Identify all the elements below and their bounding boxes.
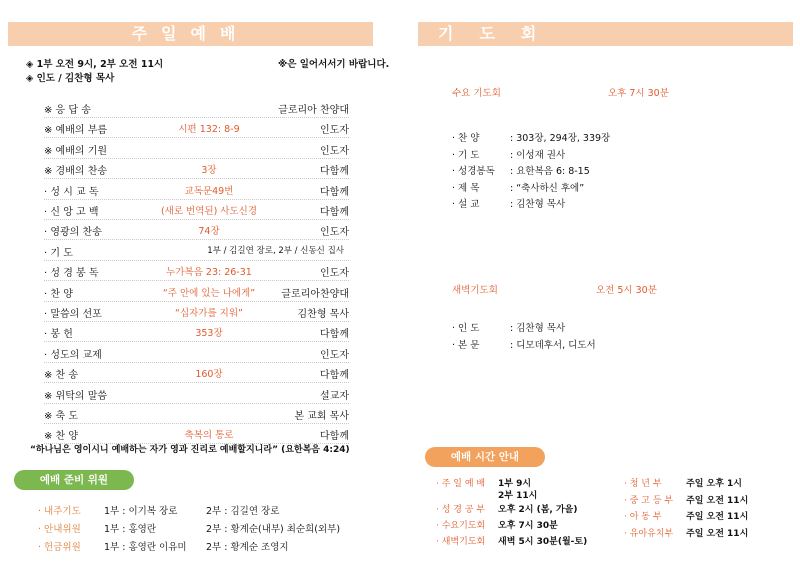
order-item-name: · 신 앙 고 백 [44,207,99,218]
committee-role: · 헌금위원 [38,542,81,553]
order-item-leader: 본 교회 목사 [294,411,349,422]
order-item-leader: 글로리아찬양대 [281,288,349,300]
order-item-leader: 인도자 [320,349,349,361]
order-row [44,139,349,159]
order-row [44,200,349,220]
order-row [44,118,349,138]
schedule-value: 오후 2시 (봄, 가을) [498,505,578,515]
order-row [44,404,349,424]
order-item-detail: 74장 [198,226,220,238]
order-item-detail: 시편 132: 8-9 [178,124,240,136]
order-item-leader: 다함께 [320,329,349,341]
order-item-name: · 성도의 교제 [44,349,102,361]
order-row [44,363,349,383]
order-item-name: · 말씀의 선포 [44,309,102,320]
order-row [44,343,349,363]
schedule-title: 예배 시간 안내 [425,447,545,467]
schedule-value: 오후 7시 30분 [498,521,558,531]
standing-note: ※은 일어서서기 바랍니다. [278,59,390,70]
wed-prayer-time: 오후 7시 30분 [608,88,669,99]
wed-item-value: : 김찬형 목사 [510,199,566,210]
wed-item-key: · 제 목 [452,182,480,194]
order-item-leader: 인도자 [320,268,349,280]
order-item-detail: 3장 [201,165,217,177]
wed-item-value: : 303장, 294장, 339장 [510,133,611,144]
order-row [44,180,349,200]
order-item-detail: 축복의 통로 [184,430,234,442]
schedule-value: 2부 11시 [498,491,538,501]
order-item-leader: 다함께 [320,370,349,382]
order-item-name: · 봉 헌 [44,329,73,341]
wed-item-value: : 이성재 권사 [510,149,566,161]
leader-line: ◈ 인도 / 김찬형 목사 [26,73,115,84]
schedule-value: 1부 9시 [498,479,532,489]
schedule-key: · 중 고 등 부 [624,495,674,506]
order-item-detail: (새로 번역된) 사도신경 [160,206,258,217]
bible-verse: “하나님은 영이시니 예배하는 자가 영과 진리로 예배할지니라” (요한복음 4:24) [30,445,350,455]
committee-part1: 1부 : 이기복 장로 [104,506,178,517]
schedule-value: 주일 오전 11시 [686,528,749,539]
schedule-key: · 주 일 예 배 [436,479,486,489]
order-item-detail: 누가복음 23: 26-31 [166,267,252,279]
schedule-key: · 새벽기도회 [436,537,486,547]
dawn-item-key: · 본 문 [452,340,480,351]
wed-item-key: · 설 교 [452,199,480,210]
order-item-detail: 353장 [195,328,223,340]
order-item-detail: 160장 [195,369,223,381]
dawn-item-value: : 김찬형 목사 [510,323,566,334]
schedule-key: · 아 동 부 [624,512,662,522]
committee-part2: 2부 : 김길연 장로 [206,506,280,517]
order-item-name: · 영광의 찬송 [44,227,102,239]
committee-part2: 2부 : 황계순 조영지 [206,542,289,553]
order-item-leader: 다함께 [320,166,349,178]
order-item-name: ※ 경배의 찬송 [44,166,108,178]
order-row [44,98,349,118]
committee-role: · 내주기도 [38,506,81,517]
order-item-name: · 성 경 봉 독 [44,268,99,280]
order-item-name: · 기 도 [44,247,73,259]
schedule-value: 새벽 5시 30분(월-토) [498,537,588,547]
schedule-value: 주일 오전 11시 [686,495,749,506]
order-row [44,282,349,302]
committee-role: · 안내위원 [38,524,81,535]
order-item-leader: 다함께 [320,207,349,218]
order-row [44,159,349,179]
order-row [44,302,349,322]
order-item-leader: 다함께 [320,431,349,443]
order-item-leader: 인도자 [320,145,349,157]
schedule-key: · 수요기도회 [436,521,486,531]
order-row [44,220,349,240]
committee-part1: 1부 : 홍영란 이유미 [104,542,187,553]
service-times: ◈ 1부 오전 9시, 2부 오전 11시 [26,59,164,70]
wed-item-key: · 찬 양 [452,133,480,144]
order-item-leader: 김찬형 목사 [297,309,349,320]
order-item-leader: 설교자 [320,390,349,402]
order-row [44,384,349,404]
wed-item-key: · 기 도 [452,149,480,161]
dawn-prayer-time: 오전 5시 30분 [596,285,657,296]
order-item-name: ※ 예배의 기원 [44,145,108,157]
order-item-leader: 인도자 [320,125,349,137]
dawn-prayer-title: 새벽기도회 [452,285,498,296]
order-item-name: ※ 위탁의 말씀 [44,390,108,402]
committee-title: 예배 준비 위원 [14,470,134,490]
order-item-detail: “십자가를 지워” [175,308,243,319]
order-row [44,261,349,281]
order-item-detail: 교독문49번 [184,185,234,197]
prayer-header: 기도회 [418,22,793,46]
order-item-name: ※ 응 답 송 [44,105,91,116]
order-item-name: ※ 찬 송 [44,370,79,382]
order-item-name: ※ 축 도 [44,411,79,422]
dawn-item-key: · 인 도 [452,323,480,334]
order-row [44,241,349,261]
order-item-detail: 1부 / 김길연 장로, 2부 / 신동신 집사 [207,245,344,256]
order-item-name: · 성 시 교 독 [44,186,99,198]
committee-part2: 2부 : 황계순(내부) 최순희(외부) [206,524,341,535]
order-item-name: · 찬 양 [44,288,73,300]
order-item-name: ※ 예배의 부름 [44,125,108,137]
schedule-value: 주일 오후 1시 [686,479,742,489]
committee-part1: 1부 : 홍영란 [104,524,156,535]
wed-prayer-title: 수요 기도회 [452,88,501,99]
schedule-value: 주일 오전 11시 [686,512,749,522]
order-item-detail: “주 안에 있는 나에게” [162,287,256,299]
order-row [44,322,349,342]
schedule-key: · 성 경 공 부 [436,505,486,515]
wed-item-value: : 요한복음 6: 8-15 [510,166,590,177]
wed-item-value: : “축사하신 후에” [510,182,585,194]
order-item-leader: 인도자 [320,227,349,239]
order-item-leader: 다함께 [320,186,349,198]
worship-header: 주일예배 [8,22,373,46]
order-item-leader: 글로리아 찬양대 [278,105,349,116]
dawn-item-value: : 디모데후서, 디도서 [510,340,596,351]
order-item-name: ※ 찬 양 [44,431,79,443]
wed-item-key: · 성경봉독 [452,166,495,177]
schedule-key: · 유아유치부 [624,528,674,539]
schedule-key: · 청 년 부 [624,479,662,489]
